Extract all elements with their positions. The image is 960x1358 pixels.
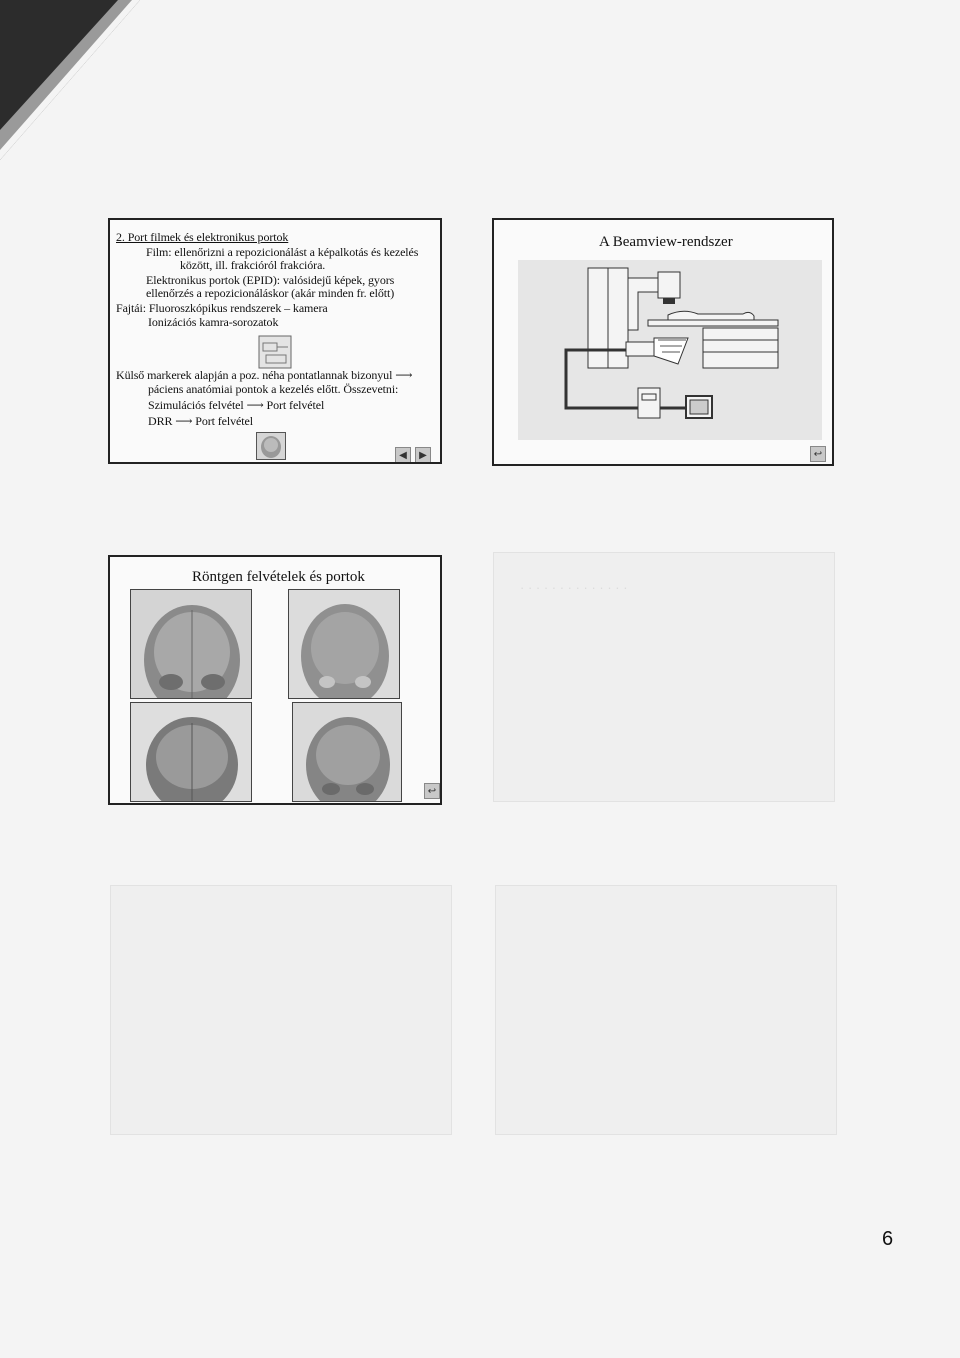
- slide-title: Röntgen felvételek és portok: [192, 569, 365, 585]
- text-line: Külső markerek alapján a poz. néha pontatlannak bizonyul ⟶: [116, 368, 413, 382]
- slide-rontgen: [108, 555, 442, 805]
- text-line: Ionizációs kamra-sorozatok: [148, 315, 279, 329]
- beamview-system-diagram: [518, 260, 822, 440]
- text-line: Fajtái: Fluoroszkópikus rendszerek – kamera: [116, 301, 328, 315]
- xray-image-4: [292, 702, 402, 802]
- slide-port-filmek: [108, 218, 442, 464]
- text-line: Elektronikus portok (EPID): valósidejű képek, gyors: [146, 273, 395, 287]
- ghost-slide-bottom-right: [495, 885, 837, 1135]
- ghost-slide-bottom-left: [110, 885, 452, 1135]
- prev-slide-button[interactable]: ◀: [395, 447, 411, 463]
- text-line: DRR ⟶ Port felvétel: [148, 414, 253, 428]
- return-icon[interactable]: ↩: [810, 446, 826, 462]
- ghost-text: · · · · · · · · · · · · · ·: [520, 580, 628, 595]
- text-line: páciens anatómiai pontok a kezelés előtt. Összevetni:: [148, 382, 399, 396]
- detector-diagram-thumbnail: [258, 335, 292, 369]
- xray-image-2: [288, 589, 400, 699]
- text-line: ellenőrzés a repozicionáláskor (akár minden fr. előtt): [146, 286, 395, 300]
- text-line: Szimulációs felvétel ⟶ Port felvétel: [148, 398, 325, 412]
- text-line: Film: ellenőrizni a repozicionálást a képalkotás és kezelés: [146, 245, 419, 259]
- next-slide-button[interactable]: ▶: [415, 447, 431, 463]
- slide-beamview: [492, 218, 834, 466]
- page-number: 6: [882, 1228, 894, 1250]
- slide-heading: 2. Port filmek és elektronikus portok: [116, 230, 289, 244]
- xray-image-1: [130, 589, 252, 699]
- return-icon[interactable]: ↩: [424, 783, 440, 799]
- slide-title: A Beamview-rendszer: [599, 234, 733, 250]
- text-line: között, ill. frakcióról frakcióra.: [180, 258, 326, 272]
- xray-image-3: [130, 702, 252, 802]
- folded-corner: [0, 0, 140, 160]
- head-xray-thumbnail: [256, 432, 286, 460]
